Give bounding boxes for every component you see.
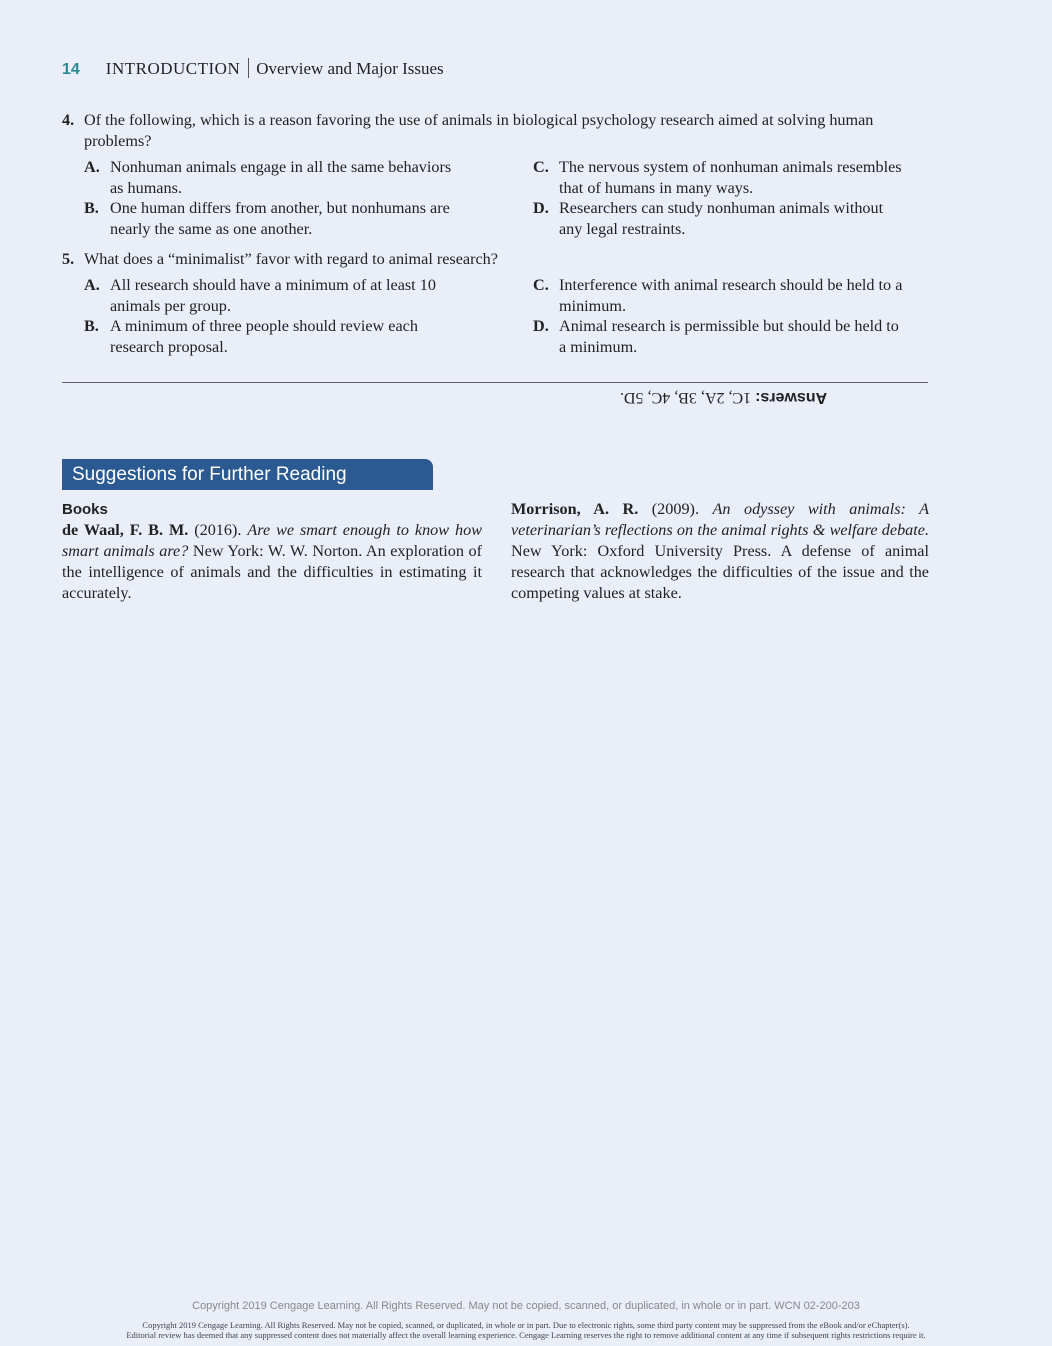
option-text: A minimum of three people should review each research proposal.: [110, 317, 418, 356]
option-c: [533, 275, 908, 317]
entry-author: Morrison, A. R.: [511, 500, 639, 518]
question-number: 4.: [62, 111, 75, 129]
option-b: [84, 198, 459, 240]
option-letter: D.: [533, 317, 549, 335]
running-header: [62, 58, 444, 79]
option-letter: A.: [84, 158, 100, 176]
option-text: Nonhuman animals engage in all the same behaviors as humans.: [110, 158, 452, 197]
answers-label: Answers:: [755, 389, 828, 406]
answers-text: 1C, 2A, 3B, 4C, 5D.: [620, 389, 752, 406]
option-letter: B.: [84, 317, 99, 335]
further-reading-banner: Suggestions for Further Reading: [62, 459, 433, 490]
entry-year: (2016).: [188, 521, 248, 539]
option-text: All research should have a minimum of at least 10 animals per group.: [110, 276, 436, 315]
question-text: Of the following, which is a reason favoring the use of animals in biological psychology research aimed at solving human problems?: [84, 111, 874, 150]
option-a: [84, 275, 459, 317]
section-title: Overview and Major Issues: [256, 59, 444, 78]
copyright-main: Copyright 2019 Cengage Learning. All Rights Reserved. May not be copied, scanned, or duplicated, in whole or in part. WCN 02-200-203: [192, 1300, 860, 1312]
options: [62, 275, 922, 359]
entry-author: de Waal, F. B. M.: [62, 521, 189, 539]
option-letter: A.: [84, 276, 100, 294]
entry-description: New York: W. W. Norton. An exploration of the intelligence of animals and the difficulties in estimating it accurately.: [62, 542, 483, 602]
entry-title: Are we smart enough to know how smart animals are?: [62, 521, 482, 560]
reading-entry-morrison: [511, 499, 929, 604]
entry-year: (2009).: [638, 500, 713, 518]
copyright-notice: [0, 1320, 1052, 1340]
copyright-line-1: Copyright 2019 Cengage Learning. All Rights Reserved. May not be copied, scanned, or duplicated, in whole or in part. Due to electronic rights, some third party content may be suppressed from the eBook and/or eChapter(s).: [142, 1320, 910, 1330]
header-divider: [248, 58, 249, 78]
question-text: What does a “minimalist” favor with regard to animal research?: [84, 250, 498, 268]
options: [62, 157, 922, 241]
answers-divider: [62, 382, 928, 383]
option-d: [533, 198, 908, 240]
question-4: [62, 110, 922, 241]
entry-title: An odyssey with animals: A veterinarian’s reflections on the animal rights & welfare debate.: [511, 500, 929, 539]
option-c: [533, 157, 908, 199]
option-d: [533, 316, 908, 358]
option-text: The nervous system of nonhuman animals resembles that of humans in many ways.: [559, 158, 902, 197]
page-number: 14: [62, 61, 80, 78]
reading-entry-de-waal: [62, 499, 482, 604]
option-letter: C.: [533, 276, 549, 294]
option-b: [84, 316, 459, 358]
option-a: [84, 157, 459, 199]
question-number: 5.: [62, 250, 75, 268]
question-5: [62, 249, 922, 359]
books-heading: Books: [62, 501, 108, 518]
option-text: Interference with animal research should be held to a minimum.: [559, 276, 903, 315]
option-letter: C.: [533, 158, 549, 176]
option-text: Animal research is permissible but should be held to a minimum.: [559, 317, 899, 356]
option-text: Researchers can study nonhuman animals without any legal restraints.: [559, 199, 884, 238]
copyright-line-2: Editorial review has deemed that any suppressed content does not materially affect the overall learning experience. Cengage Learning reserves the right to remove additional content at any time if subsequent rights restrictions require it.: [126, 1330, 926, 1340]
chapter-title: INTRODUCTION: [105, 59, 241, 78]
answers-key: [620, 386, 928, 408]
option-letter: B.: [84, 199, 99, 217]
option-text: One human differs from another, but nonhumans are nearly the same as one another.: [110, 199, 450, 238]
option-letter: D.: [533, 199, 549, 217]
entry-description: New York: Oxford University Press. A defense of animal research that acknowledges the difficulties of the issue and the competing values at stake.: [511, 542, 929, 602]
